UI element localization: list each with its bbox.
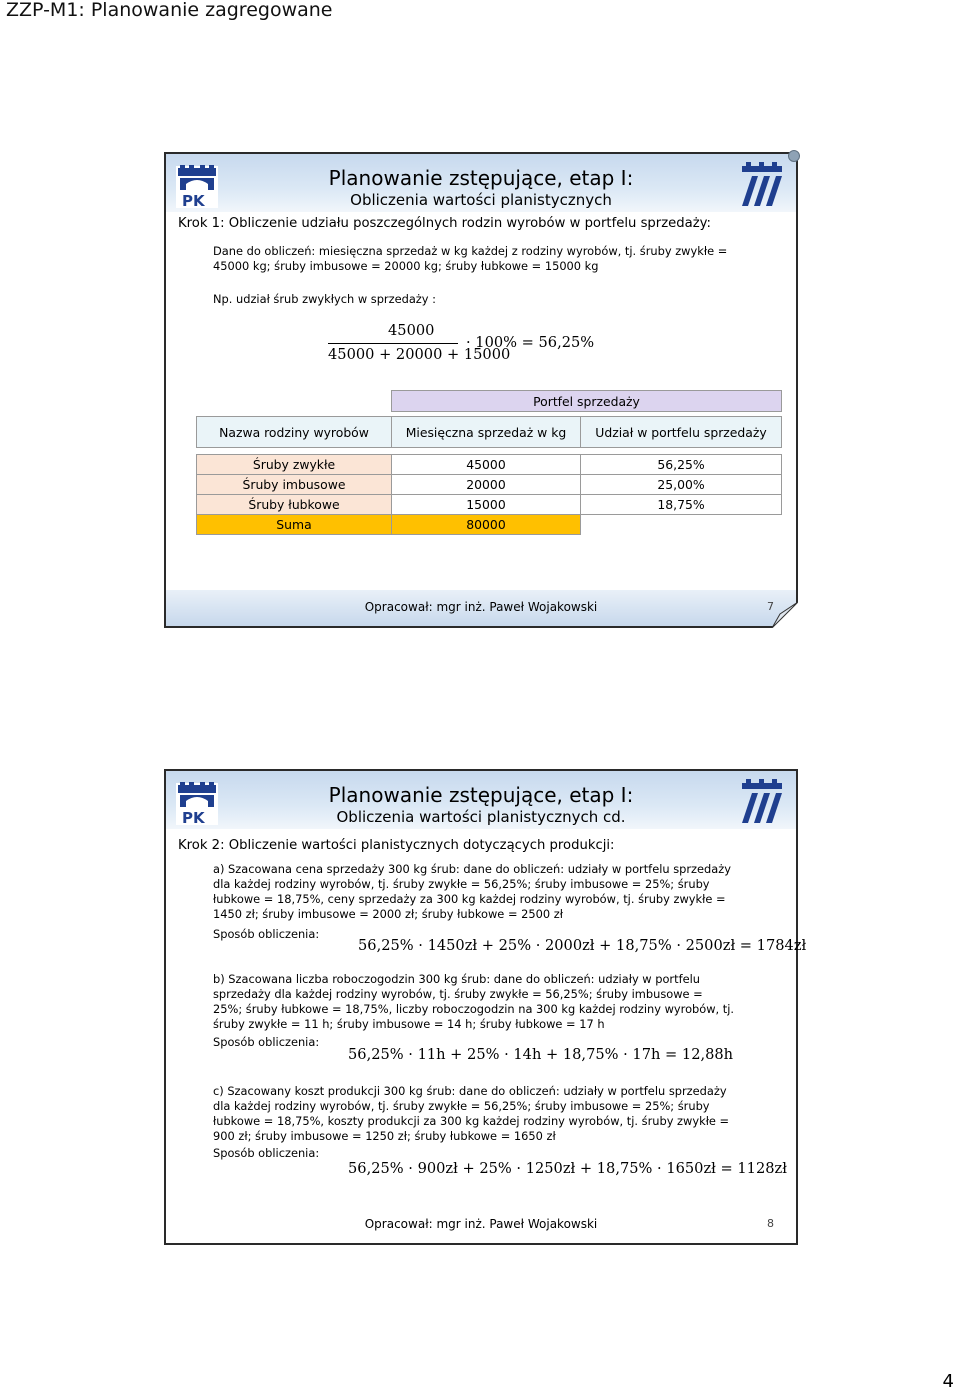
slide-number: 7 [767, 600, 774, 613]
section-b-text [213, 972, 734, 1050]
footer-author: Opracował: mgr inż. Paweł Wojakowski [364, 1217, 598, 1231]
labor-hours-formula: 56,25% · 11h + 25% · 14h + 18,75% · 17h = 12,88h [348, 1046, 734, 1063]
slide-subtitle: Obliczenia wartości planistycznych cd. [336, 808, 626, 826]
family-name-cell: Śruby zwykłe [197, 455, 392, 475]
formula-denominator: 45000 + 20000 + 15000 [328, 346, 511, 363]
footer-author: Opracował: mgr inż. Paweł Wojakowski [364, 600, 598, 614]
share-cell: 25,00% [581, 475, 782, 495]
sum-label-cell: Suma [197, 515, 392, 535]
share-cell: 18,75% [581, 495, 782, 515]
slide-title: Planowanie zstępujące, etap I: [328, 783, 634, 807]
formula-result: · 100% = 56,25% [466, 334, 595, 351]
text-line: sprzedaży dla każdej rodziny wyrobów, tj. śruby zwykłe = 56,25%; śruby imbusowe = [213, 987, 703, 1001]
slide-title: Planowanie zstępujące, etap I: [328, 166, 634, 190]
table-row [197, 495, 782, 515]
text-line: b) Szacowana liczba roboczogodzin 300 kg śrub: dane do obliczeń: udziały w portfelu [213, 972, 700, 986]
page-number: 4 [942, 1371, 954, 1392]
text-line: łubkowe = 18,75%, ceny sprzedaży za 300 kg każdej rodziny wyrobów, tj. śruby zwykłe = [213, 892, 726, 906]
table-blank-cell [581, 515, 782, 535]
text-line: Np. udział śrub zwykłych w sprzedaży : [213, 292, 436, 306]
slide-footer [166, 1207, 796, 1243]
step-heading: Krok 2: Obliczenie wartości planistycznych dotyczących produkcji: [178, 838, 615, 853]
slide-7 [164, 152, 798, 628]
table-row [197, 455, 782, 475]
text-line: 1450 zł; śruby imbusowe = 2000 zł; śruby łubkowe = 2500 zł [213, 907, 563, 921]
example-text [213, 292, 436, 307]
sum-value-cell: 80000 [392, 515, 581, 535]
method-label: Sposób obliczenia: [213, 1146, 320, 1160]
slide-number: 8 [767, 1217, 774, 1230]
sales-kg-cell: 15000 [392, 495, 581, 515]
share-formula [328, 322, 628, 372]
text-line: 45000 kg; śruby imbusowe = 20000 kg; śruby łubkowe = 15000 kg [213, 259, 599, 273]
family-name-cell: Śruby łubkowe [197, 495, 392, 515]
share-cell: 56,25% [581, 455, 782, 475]
text-line: dla każdej rodziny wyrobów, tj. śruby zwykłe = 56,25%; śruby imbusowe = 25%; śruby [213, 1099, 710, 1113]
faculty-logo-icon [738, 162, 786, 210]
slide-header [166, 154, 796, 212]
text-line: c) Szacowany koszt produkcji 300 kg śrub: dane do obliczeń: udziały w portfelu sprzedaży [213, 1084, 727, 1098]
table-col-header: Udział w portfelu sprzedaży [581, 417, 782, 448]
text-line: 900 zł; śruby imbusowe = 1250 zł; śruby łubkowe = 1650 zł [213, 1129, 556, 1143]
slide-subtitle: Obliczenia wartości planistycznych [350, 191, 612, 209]
table-col-header: Nazwa rodziny wyrobów [197, 417, 392, 448]
table-gap [197, 448, 782, 455]
text-line: dla każdej rodziny wyrobów, tj. śruby zwykłe = 56,25%; śruby imbusowe = 25%; śruby [213, 877, 710, 891]
table-sum-row [197, 515, 782, 535]
method-label: Sposób obliczenia: [213, 1035, 320, 1049]
text-line: a) Szacowana cena sprzedaży 300 kg śrub: dane do obliczeń: udziały w portfelu sprzedaży [213, 862, 731, 876]
text-line: 25%; śruby łubkowe = 18,75%, liczby roboczogodzin na 300 kg każdej rodziny wyrobów, tj. [213, 1002, 735, 1016]
document-title: ZZP-M1: Planowanie zagregowane [6, 0, 333, 21]
slide-8 [164, 769, 807, 1245]
sales-kg-cell: 20000 [392, 475, 581, 495]
price-formula: 56,25% · 1450zł + 25% · 2000zł + 18,75% · 2500zł = 1784zł [358, 937, 807, 954]
formula-numerator: 45000 [388, 322, 435, 339]
method-label: Sposób obliczenia: [213, 927, 320, 941]
slide-header [166, 771, 796, 829]
text-line: Dane do obliczeń: miesięczna sprzedaż w kg każdej z rodziny wyrobów, tj. śruby zwykłe = [213, 244, 728, 258]
svg-text:PK: PK [182, 192, 205, 210]
faculty-logo-icon [738, 779, 786, 827]
page-fold-icon [772, 602, 798, 628]
input-data-text [213, 244, 727, 274]
corner-pin-icon [788, 150, 800, 162]
slide-footer [166, 590, 796, 626]
sales-kg-cell: 45000 [392, 455, 581, 475]
svg-text:PK: PK [182, 809, 205, 827]
family-name-cell: Śruby imbusowe [197, 475, 392, 495]
section-c-text [213, 1084, 729, 1161]
table-row [197, 475, 782, 495]
table-col-header: Miesięczna sprzedaż w kg [392, 417, 581, 448]
sales-portfolio-table [196, 390, 782, 535]
section-a-text [213, 862, 731, 942]
production-cost-formula: 56,25% · 900zł + 25% · 1250zł + 18,75% · 1650zł = 1128zł [348, 1160, 787, 1177]
fraction-bar [328, 343, 458, 344]
table-spacer [197, 391, 392, 412]
step-heading: Krok 1: Obliczenie udziału poszczególnych rodzin wyrobów w portfelu sprzedaży: [178, 216, 711, 231]
table-group-header: Portfel sprzedaży [392, 391, 782, 412]
text-line: śruby zwykłe = 11 h; śruby imbusowe = 14 h; śruby łubkowe = 17 h [213, 1017, 605, 1031]
text-line: łubkowe = 18,75%, koszty produkcji za 300 kg każdej rodziny wyrobów, tj. śruby zwykłe = [213, 1114, 730, 1128]
